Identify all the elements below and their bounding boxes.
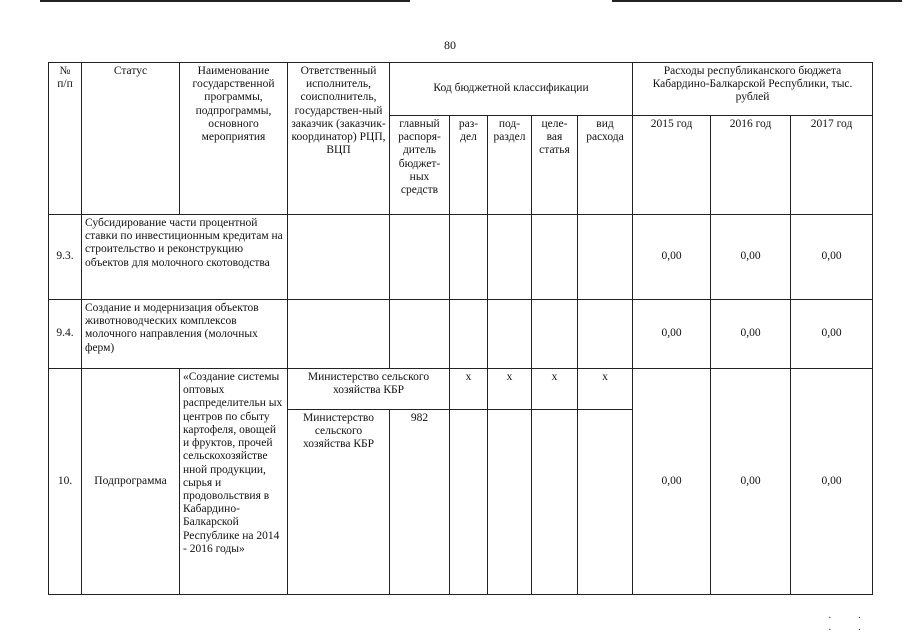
row-text: Создание и модернизация объектов животноводческих комплексов молочного направления (молочных ферм) bbox=[82, 300, 288, 369]
row-code-section bbox=[450, 410, 488, 595]
row-value-2017: 0,00 bbox=[791, 215, 873, 300]
page-number: 80 bbox=[444, 38, 456, 52]
row-value-2017: 0,00 bbox=[791, 369, 873, 595]
row-code-target-article bbox=[532, 215, 578, 300]
header-status: Статус bbox=[82, 63, 180, 215]
header-responsible: Ответственный исполнитель, соисполнитель, государствен-ный заказчик (заказчик-координатор) РЦП, ВЦП bbox=[288, 63, 390, 215]
row-code-subsection: x bbox=[488, 369, 532, 410]
row-text: Субсидирование части процентной ставки по инвестиционным кредитам на строительство и реконструкцию объектов для молочного скотоводства bbox=[82, 215, 288, 300]
row-responsible-primary: Министерство сельского хозяйства КБР bbox=[288, 369, 450, 410]
row-code-grbs: 982 bbox=[390, 410, 450, 595]
row-name: «Создание системы оптовых распределительн ых центров по сбыту картофеля, овощей и фруктов, прочей сельскохозяйстве нной продукции, сырья и продовольствия в Кабардино-Балкарской Республике на 2014 - 2016 годы» bbox=[180, 369, 288, 595]
row-code-target-article bbox=[532, 410, 578, 595]
table-row bbox=[49, 369, 873, 410]
row-code-target-article: x bbox=[532, 369, 578, 410]
row-value-2015: 0,00 bbox=[633, 215, 711, 300]
table-row bbox=[49, 215, 873, 300]
top-rule-right bbox=[612, 0, 902, 2]
row-code-section: x bbox=[450, 369, 488, 410]
row-code-expense-type bbox=[578, 300, 633, 369]
row-code-expense-type: x bbox=[578, 369, 633, 410]
row-num: 9.3. bbox=[49, 215, 82, 300]
row-responsible bbox=[288, 215, 390, 300]
scan-marks: ·· ·· bbox=[828, 612, 888, 636]
row-code-expense-type bbox=[578, 410, 633, 595]
header-code-target-article: целе-вая статья bbox=[532, 116, 578, 215]
row-code-subsection bbox=[488, 300, 532, 369]
row-code-grbs bbox=[390, 300, 450, 369]
budget-table bbox=[48, 62, 873, 595]
header-year-2015: 2015 год bbox=[633, 116, 711, 215]
row-status: Подпрограмма bbox=[82, 369, 180, 595]
header-code-expense-type: вид расхода bbox=[578, 116, 633, 215]
row-value-2016: 0,00 bbox=[711, 300, 791, 369]
row-num: 10. bbox=[49, 369, 82, 595]
header-num: № п/п bbox=[49, 63, 82, 215]
header-expenses: Расходы республиканского бюджета Кабардино-Балкарской Республики, тыс. рублей bbox=[633, 63, 873, 116]
row-responsible-secondary: Министерство сельского хозяйства КБР bbox=[288, 410, 390, 595]
row-code-expense-type bbox=[578, 215, 633, 300]
header-code-subsection: под-раздел bbox=[488, 116, 532, 215]
row-value-2016: 0,00 bbox=[711, 369, 791, 595]
row-code-subsection bbox=[488, 215, 532, 300]
header-year-2016: 2016 год bbox=[711, 116, 791, 215]
row-code-grbs bbox=[390, 215, 450, 300]
header-budget-code: Код бюджетной классификации bbox=[390, 63, 633, 116]
row-value-2017: 0,00 bbox=[791, 300, 873, 369]
header-code-section: раз-дел bbox=[450, 116, 488, 215]
row-code-subsection bbox=[488, 410, 532, 595]
row-code-section bbox=[450, 300, 488, 369]
row-num: 9.4. bbox=[49, 300, 82, 369]
row-value-2015: 0,00 bbox=[633, 300, 711, 369]
header-year-2017: 2017 год bbox=[791, 116, 873, 215]
header-code-grbs: главный распоря-дитель бюджет-ных средств bbox=[390, 116, 450, 215]
table-row bbox=[49, 300, 873, 369]
row-value-2015: 0,00 bbox=[633, 369, 711, 595]
row-value-2016: 0,00 bbox=[711, 215, 791, 300]
top-rule-left bbox=[40, 0, 410, 2]
row-responsible bbox=[288, 300, 390, 369]
header-name: Наименование государственной программы, подпрограммы, основного мероприятия bbox=[180, 63, 288, 215]
row-code-target-article bbox=[532, 300, 578, 369]
row-code-section bbox=[450, 215, 488, 300]
